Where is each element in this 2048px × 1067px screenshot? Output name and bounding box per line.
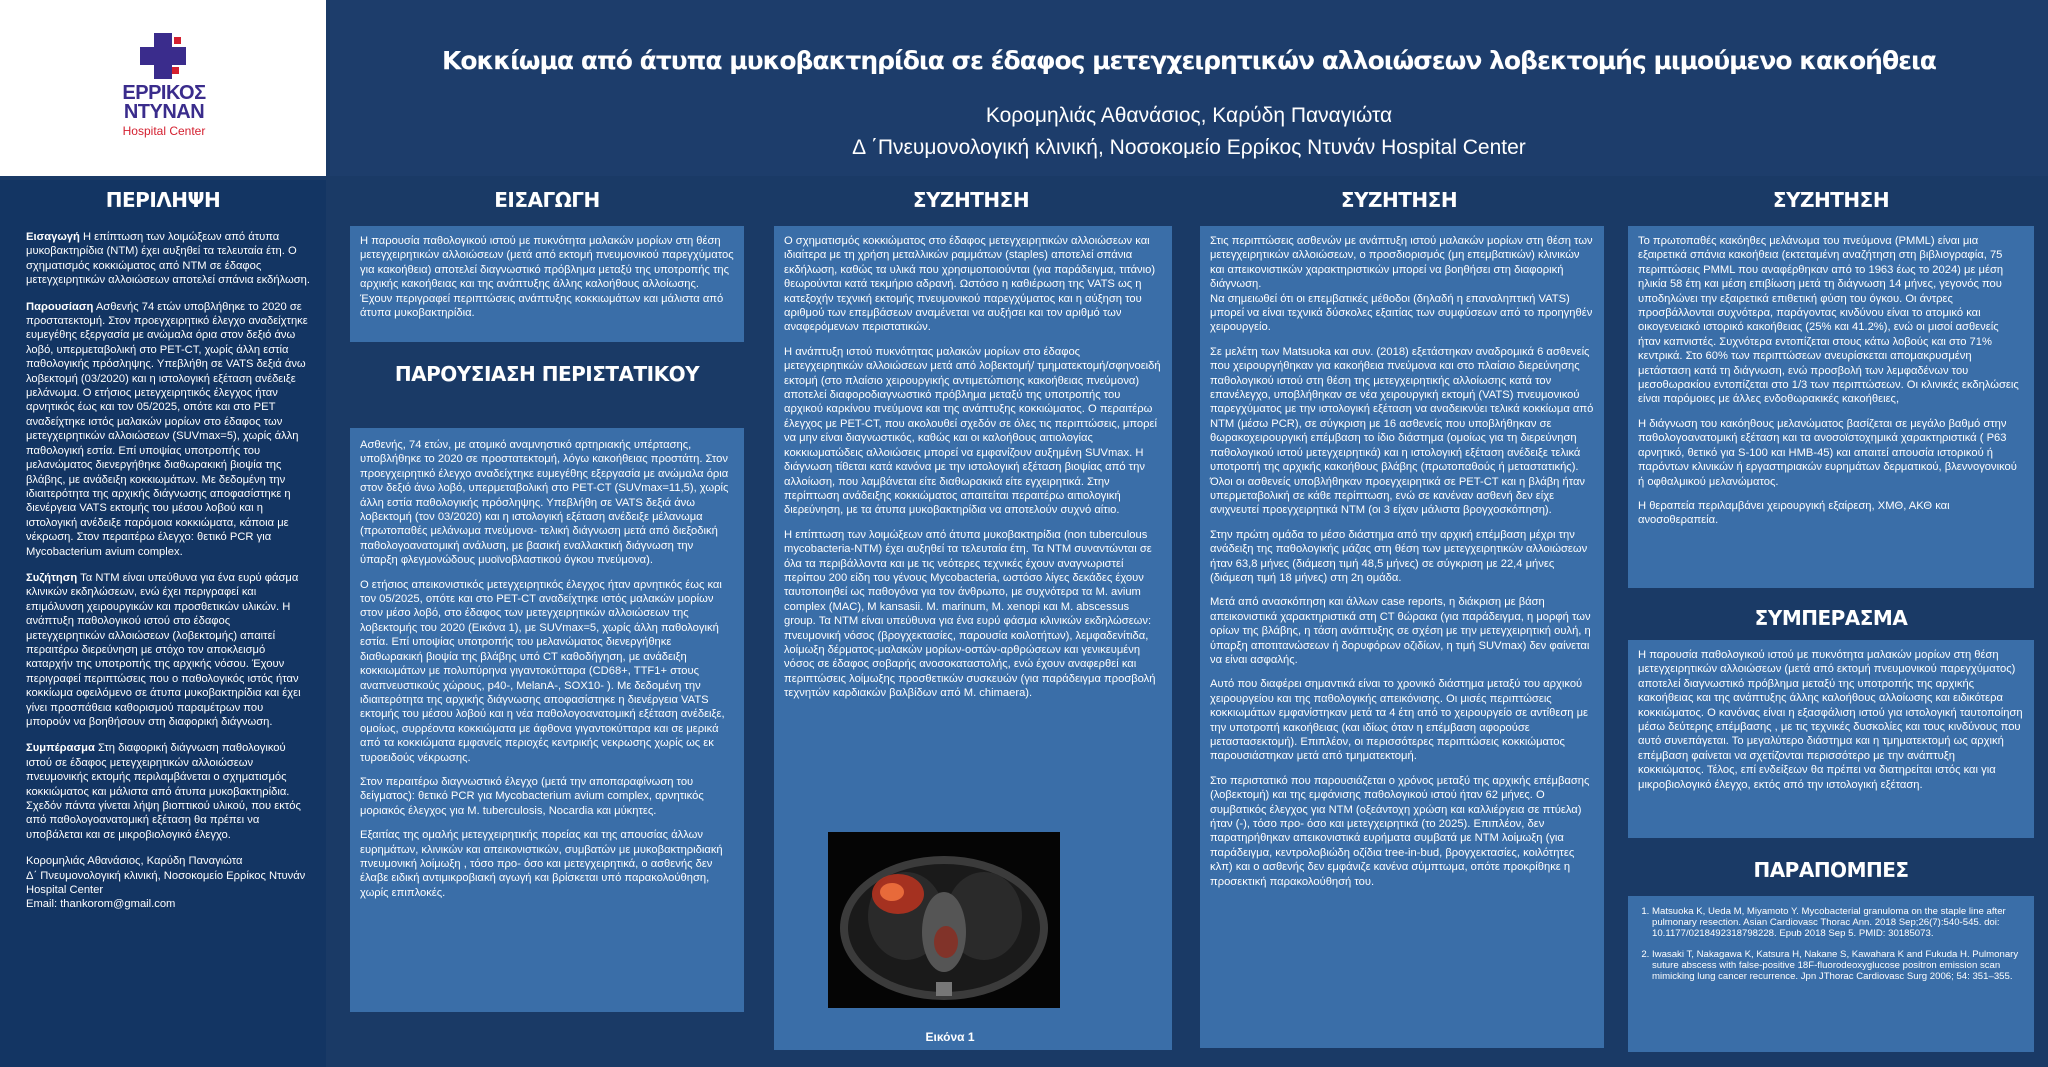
discussion-paragraph: Η ανάπτυξη ιστού πυκνότητας μαλακών μορίων στο έδαφος μετεγχειρητικών αλλοιώσεων μετά από λοβεκτομή/ τμηματεκτομή/σφηνοειδή εκτομή (στο πλαίσιο χειρουργικής αντιμετώπισης κακοήθειας πνεύμονα) αποτελεί διαφοροδιαγνωστικό πρόβλημα μεταξύ της υποτροπής του αρχικού καρκίνου πνεύμονα και της ανάπτυξης κοκκιώματος. Ο περαιτέρω έλεγχος με PET-CT, που ακολουθεί σχεδόν σε όλες τις περιπτώσεις, μπορεί να μην είναι διαγνωστικός, καθώς και οι καλοήθους αιτιολογίας κοκκιωματώδεις αλλοιώσεις μπορεί να εμφανίζουν αυξημένη SUVmax. Η διάγνωση τίθεται κατά κανόνα με την ιστολογική εξέταση βιοψίας από την αλλοίωση, που λαμβάνεται είτε διαθωρακικά είτε εγχειρητικά. Στην περίπτωση ανάδειξης κοκκιώματος απαιτείται περαιτέρω αιτιολογική διερεύνηση, με τα άτυπα μυκοβακτηρίδια να αποτελούν συχνό αίτιο. bbox=[784, 345, 1161, 517]
summary-conclusion-text: Στη διαφορική διάγνωση παθολογικού ιστού σε έδαφος μετεγχειρητικών αλλοιώσεων πνευμονικής εκτομής περιλαμβάνεται ο σχηματισμός κοκκιώματος και μάλιστα από άτυπα μυκοβακτηρίδια. Σχεδόν πάντα γίνεται λήψη βιοπτικού υλικού, που εκτός από παθολογοανατομική εξέταση θα πρέπει να υποβάλεται και σε μικροβιολογικό έλεγχο. bbox=[26, 742, 301, 841]
poster-affiliation: Δ ΄Πνευμονολογική κλινική, Νοσοκομείο Ερρίκος Ντυνάν Hospital Center bbox=[852, 136, 1526, 159]
discussion-paragraph: Σε μελέτη των Matsuoka και συν. (2018) εξετάστηκαν αναδρομικά 6 ασθενείς που χειρουργήθηκαν για κακοήθεια πνεύμονα και στο πλαίσιο διερεύνησης παθολογικού ιστού στη θέση της μετεγχειρητικής αλλοίωσης κατά τον επανέλεγχο, υποβλήθηκαν σε νέα χειρουργική εκτομή (VATS) πνευμονικού παρεγχύματος με την ιστολογική εξέταση να αναδεικνύει τελικά κοκκίωμα από NTM (μέσω PCR), σε σύγκριση με 16 ασθενείς που υποβλήθηκαν σε θωρακοχειρουργική επέμβαση το ίδιο διάστημα (ομοίως για τη διερεύνηση παθολογικού ιστού μετεγχειρητικά) και η ιστολογική εξέταση ανέδειξε τελικά υποτροπή της αρχικής κακοήθους βλάβης (πρωτοπαθούς ή μεταστατικής). Όλοι οι ασθενείς υποβλήθηκαν προεγχειρητικά σε PET-CT και η βλάβη ήταν υπερμεταβολική σε κάθε περίπτωση, ενώ σε κανέναν ασθενή δεν είχε ανιχνευτεί προεγχειρητικά NTM (οι 3 είχαν μάλιστα βρογχοσκόπηση). bbox=[1210, 345, 1594, 517]
case-paragraph: Ο ετήσιος απεικονιστικός μετεγχειρητικός έλεγχος ήταν αρνητικός έως και τον 05/2025, οπότε και στο PET-CT αναδείχτηκε ιστός μαλακών μορίων στον μέσο λοβό, στο έδαφος των μετεγχειρητικών αλλοιώσεων της λοβεκτομής του 2020 (Εικόνα 1), με SUVmax=5, χωρίς άλλη παθολογική εστία. Επί υποψίας υποτροπής του μελανώματος διενεργήθηκε διαθωρακική βιοψία της βλάβης υπό CT καθοδήγηση, με ανάδειξη κοκκιωμάτων με πολυπύρηνα γιγαντοκύτταρα (CD68+, TTF1+ στους αναπνευστικούς χώρους, p40-, MelanA-, SOX10- ). Με δεδομένη την ιδιαιτερότητα της αρχικής διάγνωσης αποφασίστηκε η διενέργεια VATS εκτομής του μέσου λοβού και η νέα παθολογοανατομική εξέταση ανέδειξε, ομοίως, συρρέοντα κοκκιώματα με άφθονα γιγαντοκύτταρα και σε μερικά από τα κοκκιώματα εμφανείς περιοχές κεντρικής νεκρωσης χωρίς ως εκ τυροειδούς νέκρωσης. bbox=[360, 578, 725, 764]
case-paragraph: Ασθενής, 74 ετών, με ατομικό αναμνηστικό αρτηριακής υπέρτασης, υποβλήθηκε το 2020 σε προστατεκτομή, λόγω κακοήθειας προστάτη. Στον προεγχειρητικό έλεγχο αναδείχτηκε ευμεγέθης εξεργασία με ανώμαλα όρια στον δεξιό άνω λοβό, υπερμεταβολική στο PET-CT (SUVmax=11,5), χωρίς άλλη εστία παθολογικής πρόσληψης. Υπεβλήθη σε VATS δεξιά άνω λοβεκτομή (τον 03/2020) και η ιστολογική εξέταση ανέδειξε μέλανωμα (πρωτοπαθές μελάνωμα πνεύμονα- τελική διάγνωση μετά από διεξοδική παθολογοανατομική ανάλυση, με βασική εναλλακτική διάγνωση την ύπαρξη φλεγμονώδους μυοϊνοβλαστικού όγκου πνεύμονα). bbox=[360, 439, 729, 567]
case-paragraph: Στον περαιτέρω διαγνωστικό έλεγχο (μετά την αποπαραφίνωση του δείγματος): θετικό PCR για Mycobacterium avium complex, αρνητικός μοριακός έλεγχος για M. tuberculosis, Nocardia και μύκητες. bbox=[360, 775, 704, 817]
poster-title: Κοκκίωμα από άτυπα μυκοβακτηρίδια σε έδαφος μετεγχειρητικών αλλοιώσεων λοβεκτομής μιμούμενο κακοήθεια bbox=[442, 46, 1936, 75]
ct-scan-image bbox=[828, 832, 1060, 1008]
discussion-panel-2 bbox=[1200, 226, 1604, 1048]
contact-affiliation: Δ΄ Πνευμονολογική κλινική, Νοσοκομείο Ερρίκος Ντυνάν Hospital Center bbox=[26, 869, 306, 897]
cross-icon bbox=[140, 33, 186, 79]
references-heading: ΠΑΡΑΠΟΜΠΕΣ bbox=[1753, 858, 1909, 882]
discussion-paragraph: Αυτό που διαφέρει σημαντικά είναι το χρονικό διάστημα μεταξύ του αρχικού χειρουργείου και της παθολογικής απεικόνισης. Οι μισές περιπτώσεις κοκκιωμάτων εμφανίστηκαν μετά τα 4 έτη από το χειρουργείο σε αντίθεση με την υποτροπή κακοήθειας (και ιδίως όταν η επέμβαση αφορούσε μεταστασεκτομή). Επιπλέον, οι περισσότερες περιπτώσεις κοκκιώματος παρουσιάστηκαν μετά από τμηματεκτομή. bbox=[1210, 678, 1589, 763]
discussion-paragraph: Η θεραπεία περιλαμβάνει χειρουργική εξαίρεση, ΧΜΘ, ΑΚΘ και ανοσοθεραπεία. bbox=[1638, 499, 1950, 527]
discussion-heading-2: ΣΥΖΗΤΗΣΗ bbox=[1340, 188, 1458, 212]
reference-item: 2. Iwasaki T, Nakagawa K, Katsura H, Nakane S, Kawahara K and Fukuda H. Pulmonary suture abscess with false-positive 18F-fluorodeoxyglucose positron emission scan mimicking lung cancer recurrence. Jpn JThorac Cardiovasc Surg 2006; 54: 351–355. bbox=[1652, 949, 2024, 982]
logo-name: ΕΡΡΙΚΟΣ ΝΤΥΝΑΝ bbox=[122, 82, 206, 123]
contact-email[interactable]: Email: thankorom@gmail.com bbox=[26, 898, 176, 911]
case-paragraph: Εξαιτίας της ομαλής μετεγχειρητικής πορείας και της απουσίας άλλων ευρημάτων, κλινικών και απεικονιστικών, συμβατών με μυκοβακτηριδιακή πνευμονική λοίμωξη , τόσο προ- όσο και μετεγχειρητικά, ο ασθενής δεν έλαβε ειδική αντιμικροβιακή αγωγή και βρίσκεται υπό παρακολούθηση, χωρίς επιπλοκές. bbox=[360, 829, 723, 899]
summary-intro-text: Η επίπτωση των λοιμώξεων από άτυπα μυκοβακτηρίδια (NTM) έχει αυξηθεί τα τελευταία έτη. Ο σχηματισμός κοκκιώματος από NTM σε έδαφος μετεγχειρητικών αλλοιώσεων αποτελεί σπάνια εκδήλωση. bbox=[26, 231, 310, 287]
summary-case-label: Παρουσίαση bbox=[26, 300, 94, 313]
summary-text bbox=[26, 230, 310, 912]
case-panel bbox=[350, 428, 744, 1012]
logo-subtitle: Hospital Center bbox=[122, 124, 206, 138]
hospital-logo bbox=[0, 0, 326, 176]
case-heading: ΠΑΡΟΥΣΙΑΣΗ ΠΕΡΙΣΤΑΤΙΚΟΥ bbox=[394, 362, 700, 386]
intro-text: Η παρουσία παθολογικού ιστού με πυκνότητα μαλακών μορίων στη θέση μετεγχειρητικών αλλοιώσεων (μετά από εκτομή πνευμονικού παρεγχύματος για κακοήθεια) αποτελεί διαγνωστικό πρόβλημα μεταξύ της υποτροπής της αρχικής κακοήθειας και της ανάπτυξης άλλης καλοήθους αλλοίωσης. Έχουν περιγραφεί περιπτώσεις ανάπτυξης κοκκιωμάτων και μάλιστα από άτυπα μυκοβακτηρίδια. bbox=[360, 235, 734, 320]
poster-authors: Κορομηλιάς Αθανάσιος, Καρύδη Παναγιώτα bbox=[985, 104, 1393, 127]
discussion-paragraph: Μετά από ανασκόπηση και άλλων case reports, η διάκριση με βάση απεικονιστικά χαρακτηριστικά στη CT θώρακα (για παράδειγμα, η μορφή των ορίων της βλάβης, η τάση ανάπτυξης σε σχέση με την μετεγχειρητική ουλή, η ύπαρξη αποτιτανώσεων ή δορυφόρων οζιδίων, η τιμή SUVmax) δεν φαίνεται να είναι ασφαλής. bbox=[1210, 596, 1591, 666]
discussion-paragraph: Ο σχηματισμός κοκκιώματος στο έδαφος μετεγχειρητικών αλλοιώσεων και ιδιαίτερα με τη χρήση μεταλλικών ραμμάτων (staples) αποτελεί σπάνια εκδήλωση, καθώς τα υλικά που χρησιμοποιούνται (για παράδειγμα, τιτάνιο) θεωρούνται κατά τεκμήριο αδρανή. Ωστόσο η καθιέρωση της VATS ως η κατεξοχήν τεχνική εκτομής πνευμονικού παρεγχύματος και η αύξηση του αριθμού των επεμβάσεων αναμένεται να αυξήσει και τον αριθμό των αναφερόμενων περιστατικών. bbox=[784, 235, 1156, 334]
discussion-paragraph: Το πρωτοπαθές κακόηθες μελάνωμα του πνεύμονα (PMML) είναι μια εξαιρετικά σπάνια κακοήθεια (εκτεταμένη αναζήτηση στη βιβλιογραφία, 75 περιπτώσεις PMML που αναφέρθηκαν από το 1963 έως το 2024) με μέση ηλικία 58 έτη και μέση επιβίωση μετά τη διάγνωση 14 μήνες, γεγονός που υποδηλώνει την εξαιρετικά επιθετική φύση του όγκου. Οι άντρες προσβάλλονται συχνότερα, παράγοντας κινδύνου είναι το ατομικό και οικογενειακό ιστορικό κακοήθειας (25% και 41.2%), ενώ οι μισοί ασθενείς ήταν καπνιστές. Συχνότερα εντοπίζεται στους κάτω λοβούς και στο 71% κεντρικά. Στο 60% των περιπτώσεων ανευρίσκεται απομακρυσμένη μετάσταση κατά τη διάγνωση, ενώ προσβολή των λεμφαδένων του μεσοθωρακίου εντοπίζεται στο 1/3 των περιπτώσεων. Οι κλινικές εκδηλώσεις είναι παρόμοιες με άλλες ενδοθωρακικές κακοήθειες, bbox=[1638, 235, 2019, 406]
summary-heading: ΠΕΡΙΛΗΨΗ bbox=[105, 188, 221, 212]
intro-heading: ΕΙΣΑΓΩΓΗ bbox=[494, 188, 600, 212]
discussion-paragraph: Στην πρώτη ομάδα το μέσο διάστημα από την αρχική επέμβαση μέχρι την ανάδειξη της παθολογικής μάζας στη θέση των μετεγχειρητικών αλλοιώσεων ήταν 63,8 μήνες (διάμεση τιμή 48,5 μήνες) σε σύγκριση με 22,4 μήνες (διάμεση τιμή 18 μήνες) στη 2η ομάδα. bbox=[1210, 528, 1588, 584]
summary-intro-label: Εισαγωγή bbox=[26, 231, 80, 243]
summary-discussion-label: Συζήτηση bbox=[26, 571, 78, 584]
reference-item: 1. Matsuoka K, Ueda M, Miyamoto Y. Mycobacterial granuloma on the staple line after pulmonary resection. Asian Cardiovasc Thorac Ann. 2018 Sep;26(7):540-545. doi: 10.1177/0218492318798228. Epub 2018 Sep 5. PMID: 30185073. bbox=[1652, 906, 2024, 939]
contact-authors: Κορομηλιάς Αθανάσιος, Καρύδη Παναγιώτα bbox=[26, 855, 243, 868]
discussion-heading-1: ΣΥΖΗΤΗΣΗ bbox=[912, 188, 1030, 212]
summary-case-text: Ασθενής 74 ετών υποβλήθηκε το 2020 σε προστατεκτομή. Στον προεγχειρητικό έλεγχο αναδείχτηκε ευμεγέθης εξεργασία με ανώμαλα όρια στον δεξιό άνω λοβό, υπερμεταβολική στο PET-CT, χωρίς άλλη εστία παθολογικής πρόσληψης. Υπεβλήθη σε VATS δεξιά άνω λοβεκτομή (03/2020) και η ιστολογική εξέταση ανέδειξε μελάνωμα. Ο ετήσιος μετεγχειρητικός έλεγχος ήταν αρνητικός έως και τον 05/2025, οπότε και στο PET αναδείχτηκε ιστός μαλακών μορίων στο έδαφος των μετεγχειρητικών αλλοιώσεων (SUVmax=5), χωρίς άλλη παθολογική εστία. Επί υποψίας υποτροπής του μελανώματος διενεργήθηκε διαθωρακική βιοψία της βλάβης, με ανάδειξη κοκκιωμάτων. Με δεδομένη την ιδιαιτερότητα της αρχικής διάγνωσης αποφασίστηκε η διενέργεια VATS εκτομής του μέσου λοβού και η ιστολογική ανέδειξε παρόμοια κοκκιώματα, κάποια με νέκρωση. Στον περαιτέρω έλεγχο: θετικό PCR για Mycobacterium avium complex. bbox=[26, 300, 308, 558]
figure-caption: Εικόνα 1 bbox=[925, 1030, 975, 1044]
discussion-paragraph: Η επίπτωση των λοιμώξεων από άτυπα μυκοβακτηρίδια (non tuberculous mycobacteria-NTM) έχει αυξηθεί τα τελευταία έτη. Τα NTM συναντώνται σε όλα τα περιβάλλοντα και με τις νεότερες τεχνικές έχουν αναγνωριστεί περίπου 200 είδη του γένους Mycobacteria, ωστόσο λίγες δεκάδες έχουν ταυτοποιηθεί ως παθογόνα για τον άνθρωπο, με συχνότερα τα M. avium complex (MAC), M kansasii. M. marinum, M. xenopi και M. abscessus group. Τα NTM είναι υπεύθυνα για ένα ευρύ φάσμα κλινικών εκδηλώσεων: πνευμονική νόσος (βρογχεκτασίες, παρουσία κοιλοτήτων), λεμφαδενίτιδα, λοίμωξη δέρματος-μαλακών μορίων-οστών-αρθρώσεων και γενικευμένη νόσος σε έδαφος σοβαρής ανοσοκαταστολής, ενώ έχουν αναφερθεί και περιπτώσεις λοίμωξης προσθετικών συσκευών (για παράδειγμα προσβολή τεχνητών καρδιακών βαλβίδων από M. chimaera). bbox=[784, 528, 1156, 700]
references-panel bbox=[1628, 896, 2034, 1052]
intro-panel bbox=[350, 226, 744, 342]
summary-discussion-text: Τα NTM είναι υπεύθυνα για ένα ευρύ φάσμα κλινικών εκδηλώσεων, ενώ έχει περιγραφεί και επιμόλυνση χειρουργικών και προσθετικών υλικών. Η ανάπτυξη παθολογικού ιστού στο έδαφος μετεγχειρητικών αλλοιώσεων (λοβεκτομής) απαιτεί περαιτέρω διερεύνηση με στόχο τον αποκλεισμό καταρχήν της υποτροπής της αρχικής νόσου. Έχουν περιγραφεί περιπτώσεις που ο παθολογικός ιστός ήταν κοκκίωμα οφειλόμενο σε άτυπα μυκοβακτηρίδια και έχει γίνει προσπάθεια καθορισμού παραμέτρων που μπορούν να βοηθήσουν στη διαφορική διάγνωση. bbox=[26, 571, 301, 728]
discussion-paragraph: Η διάγνωση του κακόηθους μελανώματος βασίζεται σε μεγάλο βαθμό στην παθολογοανατομική εξέταση και τα ανοσοϊστοχημικά χαρακτηριστικά ( P63 αρνητικό, θετικό για S-100 και HMB-45) και απαιτεί απουσία ιστορικού ή παρόντων κλινικών ή εργαστηριακών ευρημάτων δερματικού, βλεννογονικού ή οφθαλμικού μελανώματος. bbox=[1638, 417, 2017, 488]
conclusion-heading: ΣΥΜΠΕΡΑΣΜΑ bbox=[1754, 606, 1908, 630]
discussion-heading-3: ΣΥΖΗΤΗΣΗ bbox=[1772, 188, 1890, 212]
conclusion-text: Η παρουσία παθολογικού ιστού με πυκνότητα μαλακών μορίων στη θέση μετεγχειρητικών αλλοιώσεων (μετά από εκτομή πνευμονικού παρεγχύματος) αποτελεί διαγνωστικό πρόβλημα μεταξύ της υποτροπής της αρχικής κακοήθειας και της ανάπτυξης άλλης καλοήθους αλλοίωσης και ειδικότερα κοκκιώματος. Ο κανόνας είναι η εξασφάλιση ιστού για ιστολογική ταυτοποίηση μέσω δεύτερης επέμβασης , με τις τεχνικές δυσκολίες και τους κινδύνους που αυτό συνεπάγεται. Το μεγαλύτερο διάστημα και η τμηματεκτομή ως αρχική επέμβαση φαίνεται να σχετίζονται περισσότερο με την ανάπτυξη κοκκιώματος. Τέλος, επί ενδείξεων θα πρέπει να διατηρείται ιστός και για μικροβιολογικό έλεγχο, εκτός από την ιστολογική εξέταση. bbox=[1638, 649, 2023, 791]
discussion-paragraph: Στις περιπτώσεις ασθενών με ανάπτυξη ιστού μαλακών μορίων στη θέση των μετεγχειρητικών αλλοιώσεων, ο προσδιορισμός (μη επεμβατικών) κλινικών και απεικονιστικών χαρακτηριστικών μπορεί να βοηθήσει στη διαφορική διάγνωση. Να σημειωθεί ότι οι επεμβατικές μέθοδοι (δηλαδή η επαναληπτική VATS) μπορεί να είναι τεχνικά δύσκολες εξαιτίας των συμφύσεων από το προηγηθέν χειρουργείο. bbox=[1210, 235, 1593, 334]
summary-conclusion-label: Συμπέρασμα bbox=[26, 742, 95, 755]
discussion-paragraph: Στο περιστατικό που παρουσιάζεται ο χρόνος μεταξύ της αρχικής επέμβασης (λοβεκτομή) και της εμφάνισης παθολογικού ιστού ήταν 62 μήνες. Ο συμβατικός έλεγχος για NTM (οξεάντοχη χρώση και καλλιέργεια σε πτύελα) ήταν (-), τόσο προ- όσο και μετεγχειρητικά (το 2025). Επιπλέον, δεν παρατηρήθηκαν απεικονιστικά ευρήματα συμβατά με NTM λοίμωξη (για παράδειγμα, κεντρολοβιώδη οζίδια tree-in-bud, βρογχεκτασίες, κοιλότητες κλπ) και ο ασθενής δεν εμφάνιζε κανένα σύμπτωμα, οπότε προκρίθηκε η προσεκτική παρακολούθησή του. bbox=[1210, 774, 1590, 888]
discussion-panel-3 bbox=[1628, 226, 2034, 588]
conclusion-panel bbox=[1628, 640, 2034, 838]
